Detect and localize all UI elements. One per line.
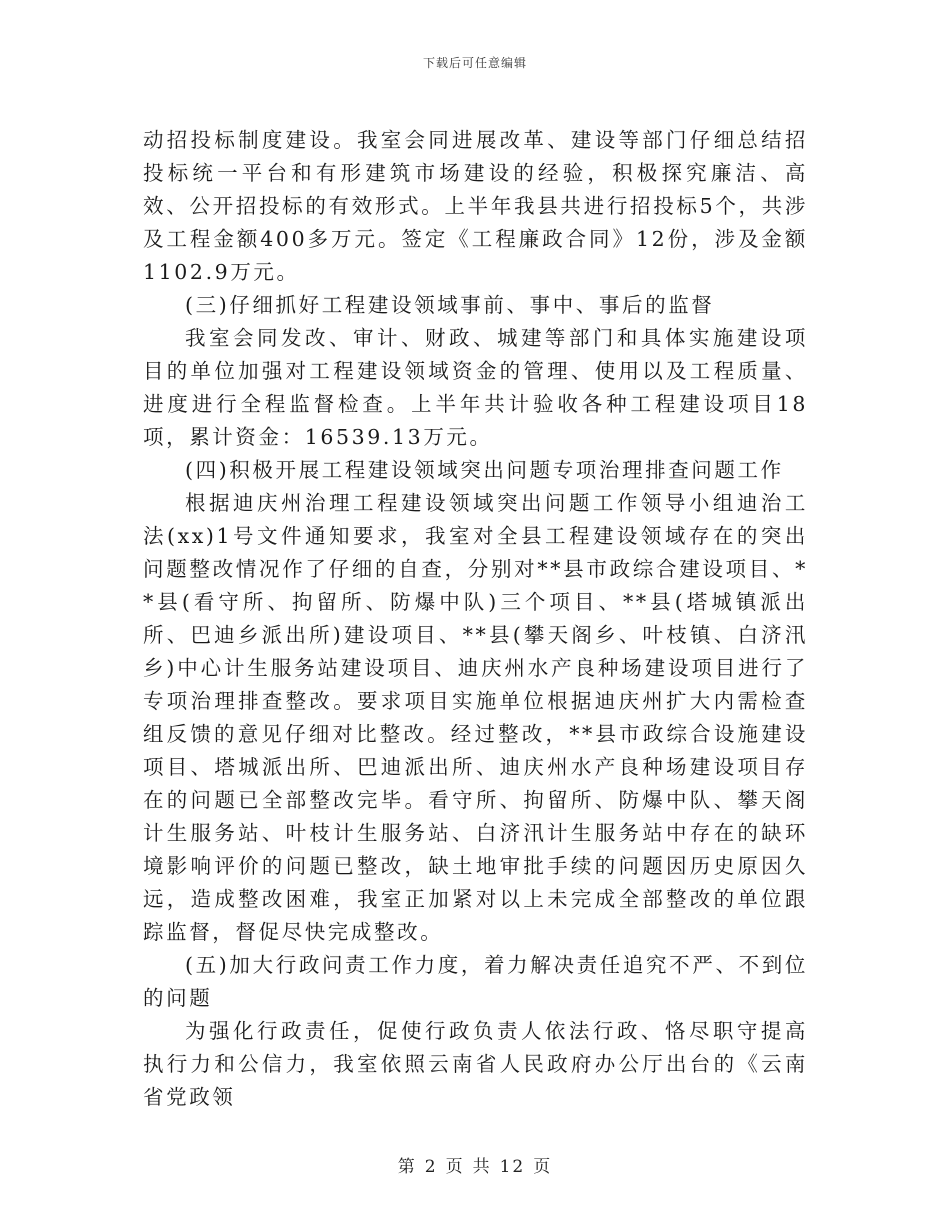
footer-page-number: 2: [424, 1157, 438, 1177]
paragraph-1: 动招投标制度建设。我室会同进展改革、建设等部门仔细总结招投标统一平台和有形建筑市场建设的经验，积极探究廉洁、高效、公开招投标的有效形式。上半年我县共进行招投标5个，共涉及工程金额400多万元。签定《工程廉政合同》12份，涉及金额1102.9万元。: [143, 128, 808, 284]
footer-total-pages: 12: [499, 1157, 526, 1177]
document-body: [143, 124, 808, 1114]
header-text: 下载后可任意编辑: [422, 56, 527, 70]
footer-label-ye2: 页: [533, 1157, 553, 1177]
section-heading-5: (五)加大行政问责工作力度，着力解决责任追究不严、不到位的问题: [143, 953, 808, 1010]
page-footer: [0, 1152, 950, 1177]
footer-label-ye: 页: [445, 1157, 465, 1177]
paragraph-3: 根据迪庆州治理工程建设领域突出问题工作领导小组迪治工法(xx)1号文件通知要求，我室对全县工程建设领域存在的突出问题整改情况作了仔细的自查，分别对**县市政综合建设项目、**县(看守所、拘留所、防爆中队)三个项目、**县(塔城镇派出所、巴迪乡派出所)建设项目、**县(攀天阁乡、叶枝镇、白济汛乡)中心计生服务站建设项目、迪庆州水产良种场建设项目进行了专项治理排查整改。要求项目实施单位根据迪庆州扩大内需检查组反馈的意见仔细对比整改。经过整改，**县市政综合设施建设项目、塔城派出所、巴迪派出所、迪庆州水产良种场建设项目存在的问题已全部整改完毕。看守所、拘留所、防爆中队、攀天阁计生服务站、叶枝计生服务站、白济汛计生服务站中存在的缺环境影响评价的问题已整改，缺土地审批手续的问题因历史原因久远，造成整改困难，我室正加紧对以上未完成全部整改的单位跟踪监督，督促尽快完成整改。: [143, 491, 808, 944]
paragraph-2: 我室会同发改、审计、财政、城建等部门和具体实施建设项目的单位加强对工程建设领域资金的管理、使用以及工程质量、进度进行全程监督检查。上半年共计验收各种工程建设项目18项，累计资金：16539.13万元。: [143, 326, 808, 449]
footer-label-di: 第: [397, 1157, 417, 1177]
section-heading-4: (四)积极开展工程建设领域突出问题专项治理排查问题工作: [185, 458, 784, 482]
page-header: [0, 54, 950, 71]
section-heading-3: (三)仔细抓好工程建设领域事前、事中、事后的监督: [185, 293, 715, 317]
footer-label-gong: 共: [472, 1157, 492, 1177]
paragraph-4: 为强化行政责任，促使行政负责人依法行政、恪尽职守提高执行力和公信力，我室依照云南省人民政府办公厅出台的《云南省党政领: [143, 1019, 808, 1109]
